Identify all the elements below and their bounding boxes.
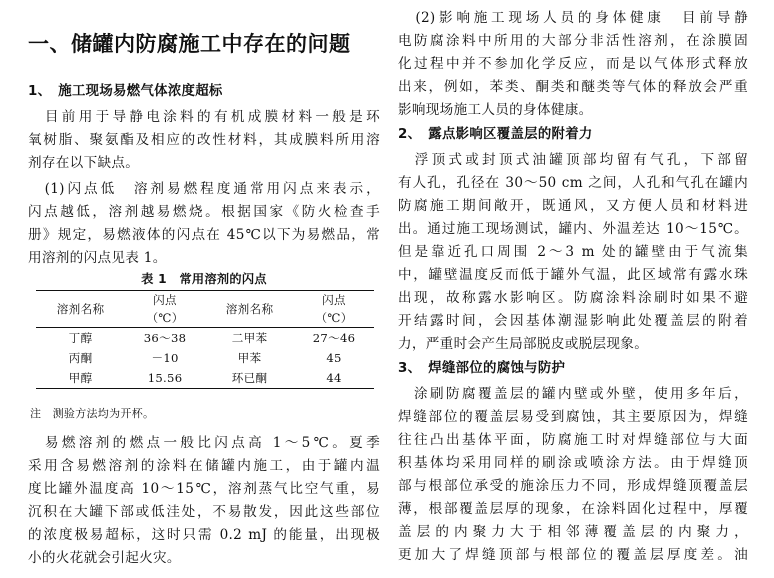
table-cell: 甲苯 <box>237 351 262 365</box>
table-cell: 45 <box>326 351 342 365</box>
table-cell: 二甲苯 <box>205 328 294 349</box>
table-header-solvent: 溶剂名称 <box>36 291 125 328</box>
paragraph-line: 册》规定，易燃液体的闪点在 45℃以下为易燃品，常 <box>28 227 380 243</box>
flash-point-table <box>36 290 374 389</box>
paragraph-line: 化过程中并不参加化学反应，而是以气体形式释放 <box>398 56 748 72</box>
section-title: 一、储罐内防腐施工中存在的问题 <box>28 31 351 56</box>
paragraph-line: 盖层的内聚力大于相邻薄覆盖层的内聚力， <box>398 524 748 540</box>
paragraph-line: 剂存在以下缺点。 <box>28 155 140 171</box>
subsection-heading-1: 1、 施工现场易燃气体浓度超标 <box>28 84 223 99</box>
paragraph-line: 防腐施工期间敞开，既通风，又方便人员和材料进 <box>398 198 748 214</box>
table-cell: 丙酮 <box>68 351 93 365</box>
paragraph-line: 出现，故称露水影响区。防腐涂料涂刷时如果不避 <box>398 290 748 306</box>
paragraph-line: 涂刷防腐覆盖层的罐内壁或外壁，使用多年后， <box>398 386 748 402</box>
paragraph-line: 目前用于导静电涂料的有机成膜材料一般是环 <box>28 109 380 125</box>
paragraph-line: 出。通过施工现场测试，罐内、外温差达 10～15℃。 <box>398 221 748 237</box>
paragraph-line: 薄，根部覆盖层厚的现象，在涂料固化过程中，厚覆 <box>398 501 748 517</box>
table-note: 注 测验方法均为开杯。 <box>30 407 155 420</box>
paragraph-line: 积基体均采用同样的刷涂或喷涂方法。由于焊缝顶 <box>398 455 748 471</box>
paragraph-line: 用溶剂的闪点见表 1。 <box>28 250 167 266</box>
paragraph-line: 度比罐外温度高 10～15℃，溶剂蒸气比空气重，易 <box>28 481 380 497</box>
table-cell: 丁醇 <box>36 328 125 349</box>
table-header-unit: （℃） <box>146 311 184 325</box>
table-cell: －10 <box>151 351 179 365</box>
paragraph-line: 力，严重时会产生局部脱皮或脱层现象。 <box>398 336 649 352</box>
paragraph-line: (2)影响施工现场人员的身体健康 目前导静 <box>398 10 748 26</box>
paragraph-line: 闪点越低，溶剂越易燃烧。根据国家《防火检查手 <box>28 204 380 220</box>
table-cell: 36～38 <box>125 328 205 349</box>
subsection-heading-3: 3、 焊缝部位的腐蚀与防护 <box>398 361 566 376</box>
table-cell: 环已酮 <box>205 368 294 389</box>
paragraph-line: 更加大了焊缝顶部与根部位的覆盖层厚度差。油 <box>398 547 748 563</box>
table-cell: 15.56 <box>125 368 205 389</box>
paragraph-line: 有人孔，孔径在 30～50 cm 之间，人孔和气孔在罐内 <box>398 175 748 191</box>
paragraph-line: (1)闪点低 溶剂易燃程度通常用闪点来表示， <box>28 181 380 197</box>
paragraph-line: 易燃溶剂的燃点一般比闪点高 1～5℃。夏季 <box>28 435 380 451</box>
table-cell: 44 <box>294 368 374 389</box>
table-header-unit: （℃） <box>315 311 353 325</box>
paragraph-line: 但是靠近孔口周围 2～3 m 处的罐壁由于气流集 <box>398 244 748 260</box>
subsection-heading-2: 2、 露点影响区覆盖层的附着力 <box>398 127 593 142</box>
paragraph-line: 电防腐涂料中所用的大部分非活性溶剂，在涂膜固 <box>398 33 748 49</box>
paragraph-line: 的浓度极易超标，这时只需 0.2 mJ 的能量，出现极 <box>28 527 380 543</box>
table-cell: 甲醇 <box>36 368 125 389</box>
table-header-solvent: 溶剂名称 <box>205 291 294 328</box>
paragraph-line: 部与根部位承受的施涂压力不同，形成焊缝顶覆盖层 <box>398 478 748 494</box>
paragraph-line: 氧树脂、聚氨酯及相应的改性材料，其成膜料所用溶 <box>28 132 380 148</box>
paragraph-line: 焊缝部位的覆盖层易受到腐蚀，其主要原因为，焊缝 <box>398 409 748 425</box>
paragraph-line: 浮顶式或封顶式油罐顶部均留有气孔，下部留 <box>398 152 748 168</box>
paragraph-line: 影响现场施工人员的身体健康。 <box>398 102 593 118</box>
table-caption: 表 1 常用溶剂的闪点 <box>141 272 267 286</box>
paragraph-line: 开结露时间，会因基体潮湿影响此处覆盖层的附着 <box>398 313 748 329</box>
paragraph-line: 沉积在大罐下部或低洼处，不易散发，因此这些部位 <box>28 504 380 520</box>
paragraph-line: 中，罐壁温度反而低于罐外气温，此区域常有露水珠 <box>398 267 748 283</box>
table-cell: 27～46 <box>294 328 374 349</box>
paragraph-line: 往往凸出基体平面，防腐施工时对焊缝部位与大面 <box>398 432 748 448</box>
table-header-flash: 闪点 <box>125 291 205 310</box>
paragraph-line: 小的火花就会引起火灾。 <box>28 550 181 566</box>
paragraph-line: 出来，例如，苯类、酮类和醚类等气体的释放会严重 <box>398 79 748 95</box>
table-header-flash: 闪点 <box>294 291 374 310</box>
paragraph-line: 采用含易燃溶剂的涂料在储罐内施工，由于罐内温 <box>28 458 380 474</box>
